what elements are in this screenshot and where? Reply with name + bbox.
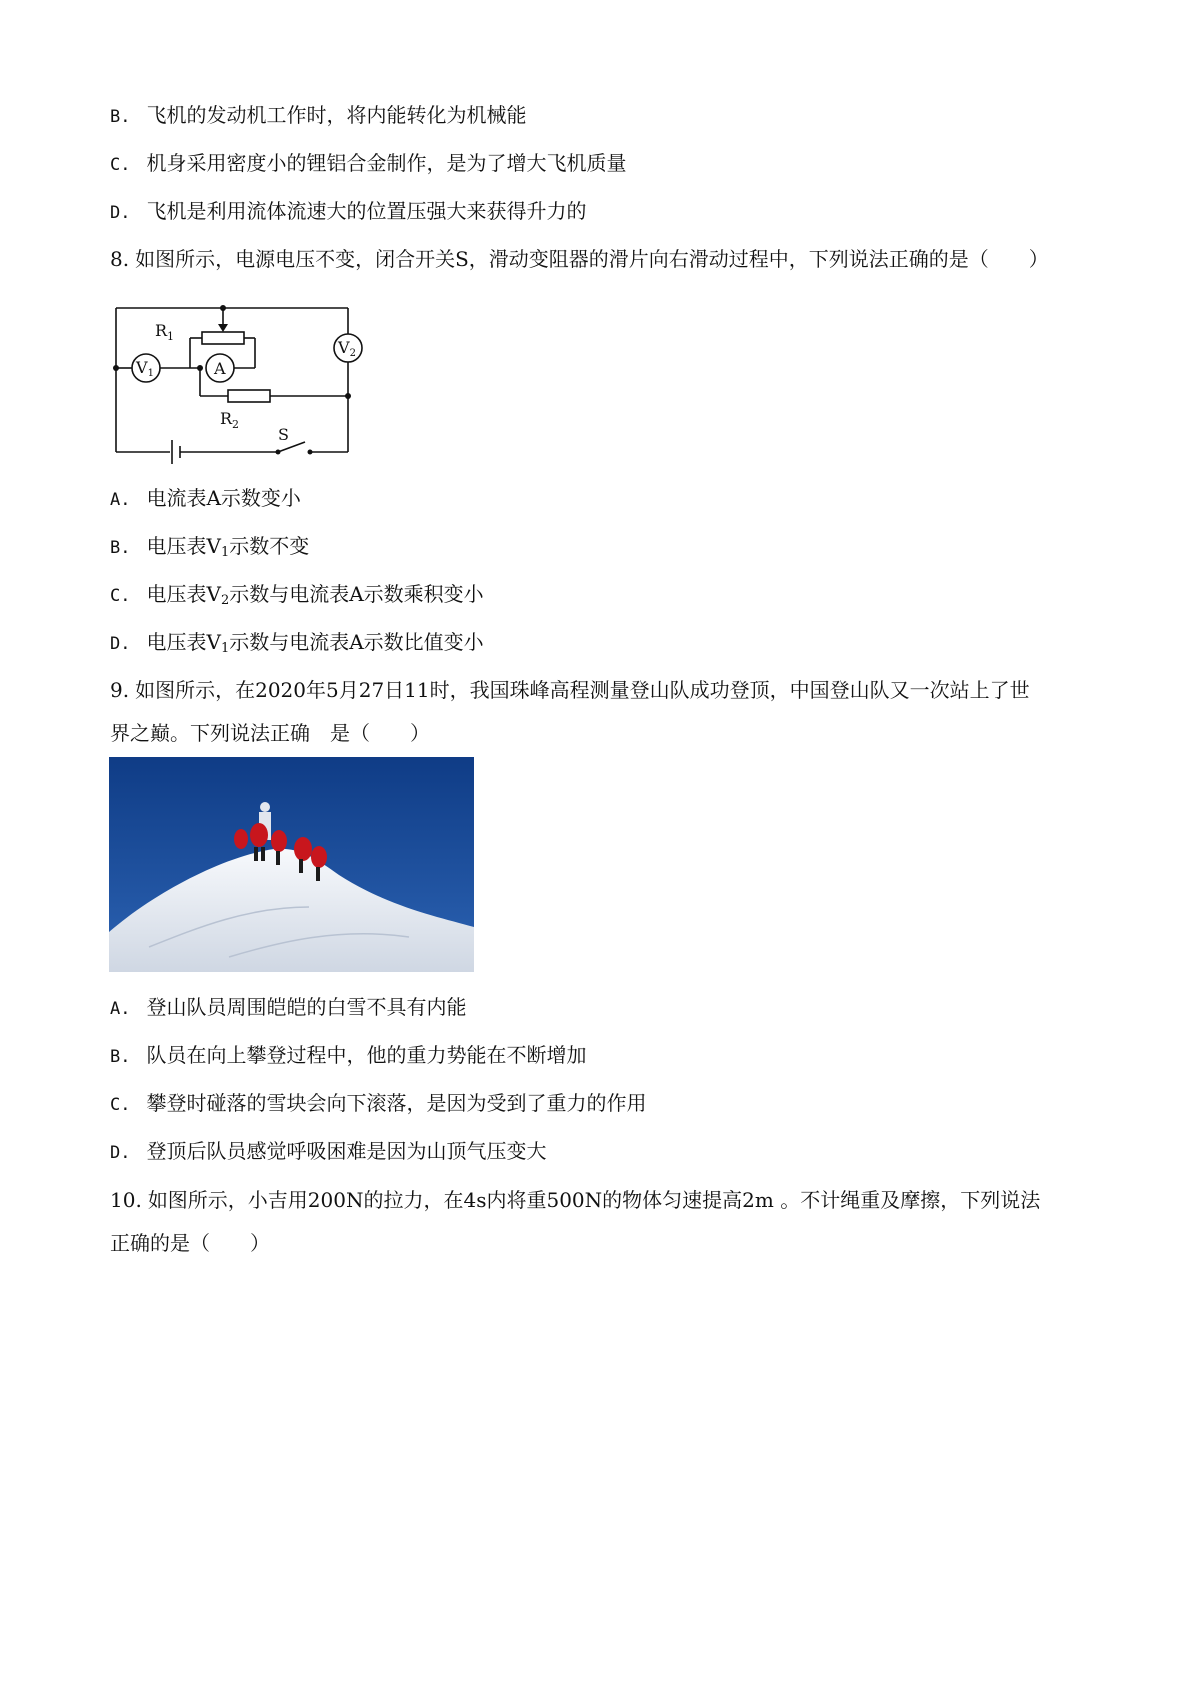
q10-stem-line2: 正确的是（ ） [110,1231,270,1255]
q8-option-b: B. 电压表$V_1$示数不变 [110,534,310,560]
q8-circuit-diagram [110,300,370,465]
q10-stem-line1: 10. 如图所示，小吉用200N的拉力，在4s内将重500N的物体匀速提高2m 。不计绳重及摩擦，下列说法 [110,1188,1041,1212]
v2-label: V2 [338,338,356,359]
v1-label: V1 [136,358,154,379]
switch-label: S [278,425,289,444]
q9-stem-line1: 9. 如图所示，在2020年5月27日11时，我国珠峰高程测量登山队成功登顶，中国登山队又一次站上了世 [110,678,1030,702]
q8-stem: 8. 如图所示，电源电压不变，闭合开关S，滑动变阻器的滑片向右滑动过程中，下列说法正确的是（ ） [110,247,1049,271]
q9-option-d: D. 登顶后队员感觉呼吸困难是因为山顶气压变大 [110,1139,547,1163]
q9-option-b: B. 队员在向上攀登过程中，他的重力势能在不断增加 [110,1043,587,1067]
q7-option-d: D. 飞机是利用流体流速大的位置压强大来获得升力的 [110,199,587,223]
q7-option-b: B. 飞机的发动机工作时，将内能转化为机械能 [110,103,527,127]
r1-label: $R_1$ [155,321,175,343]
r2-label: $R_2$ [220,409,240,431]
q9-option-a: A. 登山队员周围皑皑的白雪不具有内能 [110,995,467,1019]
ammeter-label: A [214,359,226,378]
q8-option-c: C. 电压表$V_2$示数与电流表A示数乘积变小 [110,582,484,608]
q8-option-a: A. 电流表A示数变小 [110,486,301,510]
q7-option-c: C. 机身采用密度小的锂铝合金制作，是为了增大飞机质量 [110,151,627,175]
q9-stem-line2: 界之巅。下列说法正确 是（ ） [110,721,430,745]
q8-option-d: D. 电压表$V_1$示数与电流表A示数比值变小 [110,630,484,656]
everest-summit-photo [109,757,474,972]
q9-option-c: C. 攀登时碰落的雪块会向下滚落，是因为受到了重力的作用 [110,1091,647,1115]
